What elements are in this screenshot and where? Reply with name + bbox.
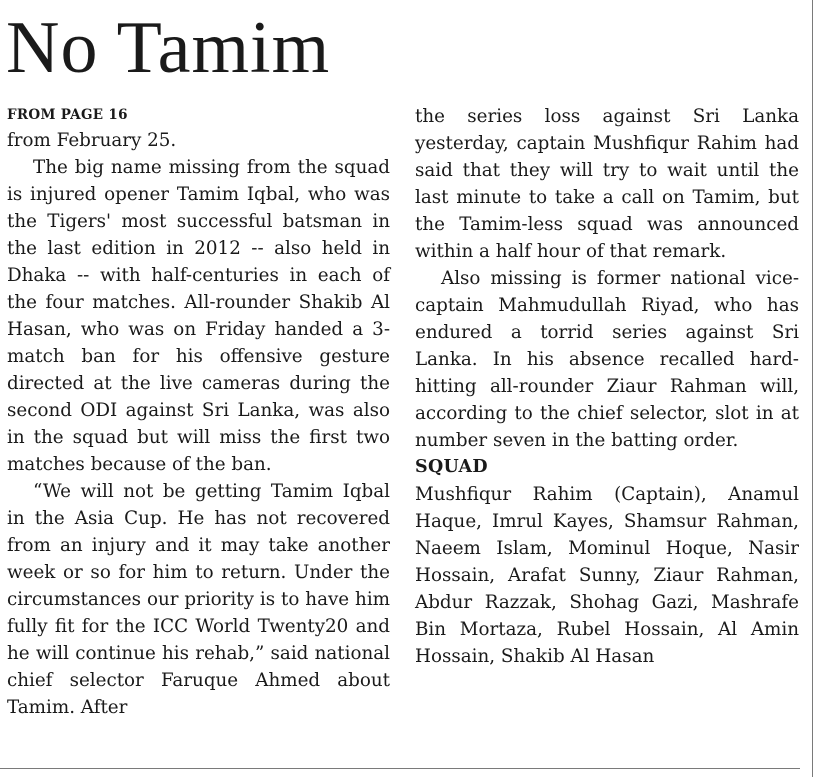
squad-heading: SQUAD — [415, 457, 488, 477]
headline: No Tamim — [6, 7, 331, 89]
squad-list: Mushfiqur Rahim (Captain), Anamul Haque, Imrul Kayes, Shamsur Rahman, Naeem Islam, Mominul Hoque, Nasir Hossain, Arafat Sunny, Ziaur Rahman, Abdur Razzak, Shohag Gazi, Mashrafe Bin Mortaza, Rubel Hossain, Al Amin Hossain, Shakib Al Hasan — [415, 484, 799, 667]
paragraph-series-loss: the series loss against Sri Lanka yesterday, captain Mushfiqur Rahim had said that they will try to wait until the last minute to take a call on Tamim, but the Tamim-less squad was announced within a half hour of that remark. — [415, 106, 799, 262]
article-column-right — [415, 103, 799, 670]
paragraph-continuation: from February 25. — [7, 130, 177, 151]
continuation-kicker: FROM PAGE 16 — [7, 107, 128, 123]
paragraph-missing-tamim: The big name missing from the squad is injured opener Tamim Iqbal, who was the Tigers' most successful batsman in the last edition in 2012 -- also held in Dhaka -- with half-centuries in each of the four matches. All-rounder Shakib Al Hasan, who was on Friday handed a 3-match ban for his offensive gesture directed at the live cameras during the second ODI against Sri Lanka, was also in the squad but will miss the first two matches because of the ban. — [7, 157, 390, 475]
paragraph-mahmudullah: Also missing is former national vice-captain Mahmudullah Riyad, who has endured a torrid series against Sri Lanka. In his absence recalled hard-hitting all-rounder Ziaur Rahman will, according to the chief selector, slot in at number seven in the batting order. — [415, 268, 799, 451]
bottom-rule — [0, 768, 800, 769]
paragraph-selector-quote: “We will not be getting Tamim Iqbal in the Asia Cup. He has not recovered from an injury and it may take another week or so for him to return. Under the circumstances our priority is to have him fully fit for the ICC World Twenty20 and he will continue his rehab,” said national chief selector Faruque Ahmed about Tamim. After — [7, 481, 390, 718]
column-divider-rule — [812, 0, 813, 777]
article-column-left — [7, 103, 390, 721]
